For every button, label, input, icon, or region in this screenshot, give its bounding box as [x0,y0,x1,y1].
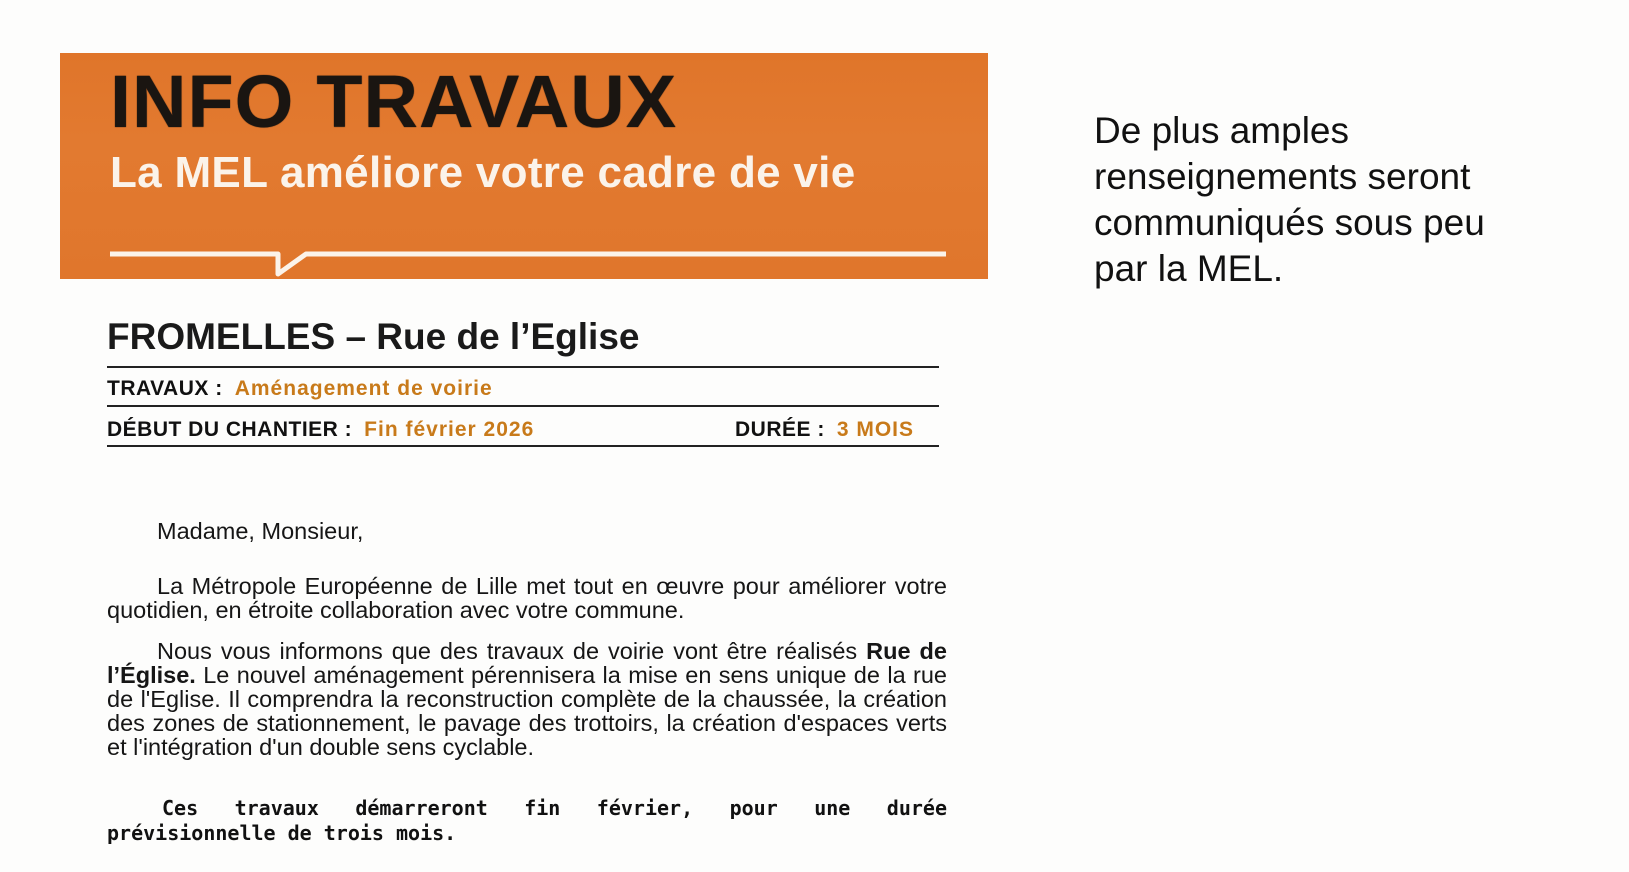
duree-value: 3 MOIS [836,418,915,441]
page-title: FROMELLES – Rue de l’Eglise [107,316,640,357]
greeting: Madame, Monsieur, [157,518,364,544]
side-note: De plus amples renseignements seront communiqués sous peu par la MEL. [1094,110,1485,289]
duree-row [735,418,914,442]
paragraph-details [107,639,947,759]
duree-label: DURÉE : [735,418,825,441]
info-travaux-banner [60,53,988,279]
debut-label: DÉBUT DU CHANTIER : [107,418,353,441]
paragraph-details-rest: Le nouvel aménagement pérennisera la mise en sens unique de la rue de l'Eglise. Il comprendra la reconstruction complète de la chaussée, la création des zones de stationnement, le pavage des trottoirs, la création d'espaces verts et l'intégration d'un double sens cyclable. [107,662,947,760]
divider [107,366,939,368]
paragraph-intro: La Métropole Européenne de Lille met tout en œuvre pour améliorer votre quotidien, en étroite collaboration avec votre commune. [107,573,947,623]
banner-subtitle: La MEL améliore votre cadre de vie [110,148,856,197]
paragraph-schedule: Ces travaux démarreront fin février, pour une durée prévisionnelle de trois mois. [107,796,947,845]
banner-title: INFO TRAVAUX [110,60,678,143]
debut-value: Fin février 2026 [364,418,535,441]
paragraph-details-start: Nous vous informons que des travaux de voirie vont être réalisés [157,638,867,664]
travaux-row [107,377,493,401]
street-name: Rue de l’Église. [107,638,947,688]
divider [107,405,939,407]
speech-bubble-underline-icon [108,198,948,278]
travaux-label: TRAVAUX : [107,377,223,400]
travaux-value: Aménagement de voirie [234,377,493,400]
divider [107,445,939,447]
debut-row [107,418,534,442]
